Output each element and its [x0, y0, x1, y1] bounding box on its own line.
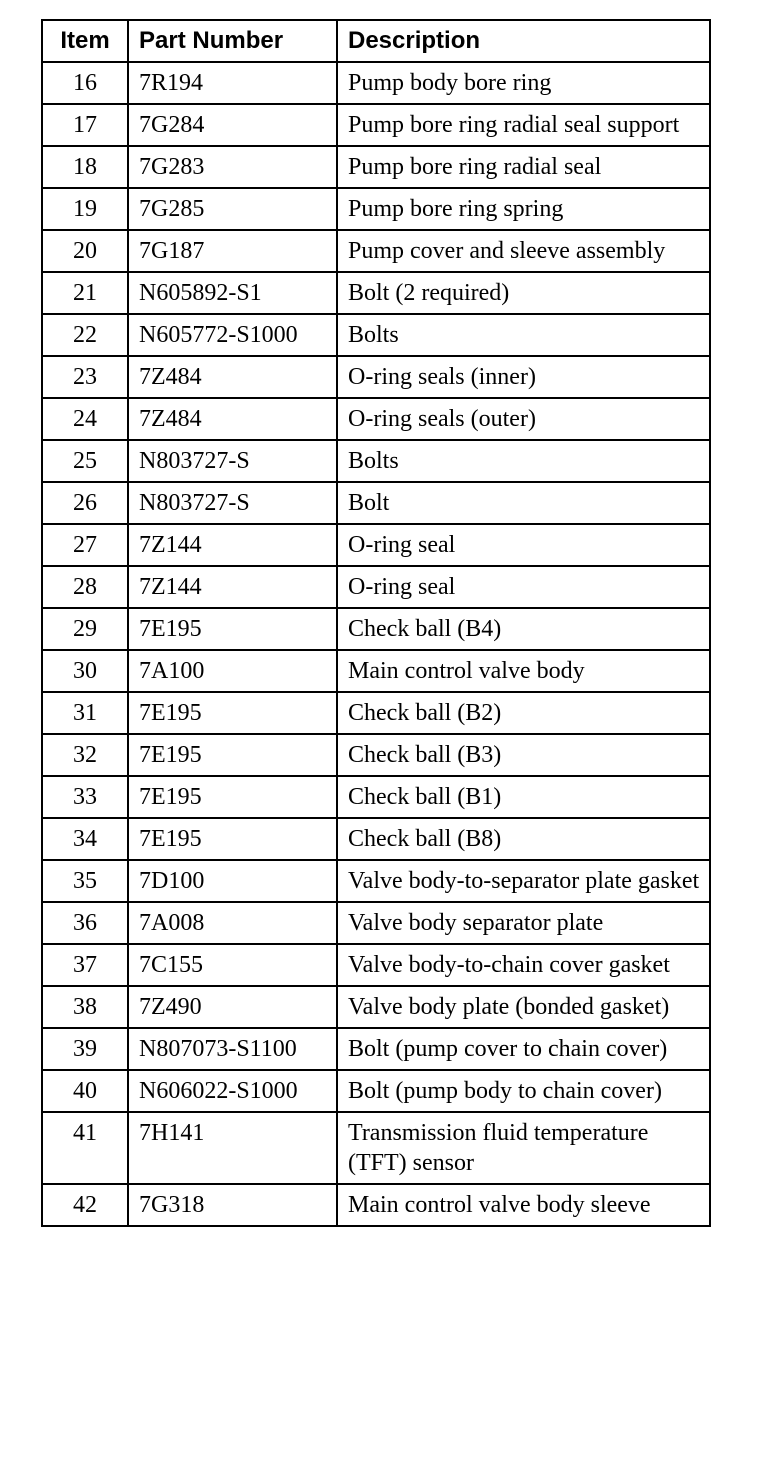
- part-description: Bolt (pump body to chain cover): [337, 1070, 710, 1112]
- part-number: 7A008: [128, 902, 337, 944]
- table-row: [42, 818, 710, 860]
- header-description: Description: [337, 20, 710, 62]
- table-row: [42, 650, 710, 692]
- part-description: O-ring seal: [337, 524, 710, 566]
- part-description: Valve body-to-separator plate gasket: [337, 860, 710, 902]
- parts-table: [41, 19, 711, 1227]
- part-number: 7E195: [128, 692, 337, 734]
- part-number: 7G285: [128, 188, 337, 230]
- item-number: 41: [42, 1112, 128, 1184]
- table-row: [42, 986, 710, 1028]
- part-description: Valve body-to-chain cover gasket: [337, 944, 710, 986]
- part-number: N605772-S1000: [128, 314, 337, 356]
- part-description: Check ball (B8): [337, 818, 710, 860]
- table-row: [42, 356, 710, 398]
- part-number: 7G187: [128, 230, 337, 272]
- part-description: O-ring seal: [337, 566, 710, 608]
- item-number: 26: [42, 482, 128, 524]
- part-number: N803727-S: [128, 440, 337, 482]
- item-number: 29: [42, 608, 128, 650]
- part-description: Bolt (2 required): [337, 272, 710, 314]
- table-body: [42, 62, 710, 1226]
- part-description: O-ring seals (inner): [337, 356, 710, 398]
- part-number: 7Z484: [128, 356, 337, 398]
- table-row: [42, 1184, 710, 1226]
- part-description: Main control valve body sleeve: [337, 1184, 710, 1226]
- part-number: N807073-S1100: [128, 1028, 337, 1070]
- part-number: 7A100: [128, 650, 337, 692]
- part-description: Main control valve body: [337, 650, 710, 692]
- part-number: 7G283: [128, 146, 337, 188]
- table-row: [42, 314, 710, 356]
- part-description: Pump bore ring radial seal support: [337, 104, 710, 146]
- item-number: 25: [42, 440, 128, 482]
- part-description: Bolts: [337, 440, 710, 482]
- item-number: 23: [42, 356, 128, 398]
- item-number: 28: [42, 566, 128, 608]
- item-number: 34: [42, 818, 128, 860]
- part-number: 7E195: [128, 818, 337, 860]
- table-row: [42, 482, 710, 524]
- part-description: Pump bore ring radial seal: [337, 146, 710, 188]
- table-row: [42, 1028, 710, 1070]
- part-description: Valve body separator plate: [337, 902, 710, 944]
- part-description: Check ball (B2): [337, 692, 710, 734]
- part-description: Bolt: [337, 482, 710, 524]
- item-number: 32: [42, 734, 128, 776]
- item-number: 27: [42, 524, 128, 566]
- part-description: O-ring seals (outer): [337, 398, 710, 440]
- table-row: [42, 692, 710, 734]
- part-number: 7E195: [128, 608, 337, 650]
- table-row: [42, 272, 710, 314]
- part-number: 7G284: [128, 104, 337, 146]
- table-row: [42, 104, 710, 146]
- table-row: [42, 1112, 710, 1184]
- table-row: [42, 944, 710, 986]
- item-number: 39: [42, 1028, 128, 1070]
- item-number: 21: [42, 272, 128, 314]
- table-row: [42, 146, 710, 188]
- part-number: 7Z144: [128, 566, 337, 608]
- item-number: 35: [42, 860, 128, 902]
- item-number: 33: [42, 776, 128, 818]
- part-number: N605892-S1: [128, 272, 337, 314]
- table-row: [42, 440, 710, 482]
- item-number: 36: [42, 902, 128, 944]
- part-number: N606022-S1000: [128, 1070, 337, 1112]
- part-number: 7E195: [128, 734, 337, 776]
- item-number: 37: [42, 944, 128, 986]
- item-number: 30: [42, 650, 128, 692]
- part-number: 7Z484: [128, 398, 337, 440]
- part-description: Bolt (pump cover to chain cover): [337, 1028, 710, 1070]
- item-number: 16: [42, 62, 128, 104]
- item-number: 24: [42, 398, 128, 440]
- part-number: 7D100: [128, 860, 337, 902]
- part-number: 7H141: [128, 1112, 337, 1184]
- part-description: Bolts: [337, 314, 710, 356]
- part-number: N803727-S: [128, 482, 337, 524]
- table-row: [42, 608, 710, 650]
- item-number: 19: [42, 188, 128, 230]
- table-row: [42, 860, 710, 902]
- table-row: [42, 902, 710, 944]
- part-description: Check ball (B3): [337, 734, 710, 776]
- header-item: Item: [42, 20, 128, 62]
- table-row: [42, 734, 710, 776]
- table-row: [42, 398, 710, 440]
- table-row: [42, 524, 710, 566]
- item-number: 18: [42, 146, 128, 188]
- part-description: Valve body plate (bonded gasket): [337, 986, 710, 1028]
- header-part-number: Part Number: [128, 20, 337, 62]
- header-row: [42, 20, 710, 62]
- item-number: 22: [42, 314, 128, 356]
- table-row: [42, 62, 710, 104]
- table-row: [42, 230, 710, 272]
- part-description: Transmission fluid temperature (TFT) sensor: [337, 1112, 710, 1184]
- part-number: 7C155: [128, 944, 337, 986]
- part-number: 7G318: [128, 1184, 337, 1226]
- item-number: 40: [42, 1070, 128, 1112]
- part-number: 7Z144: [128, 524, 337, 566]
- item-number: 42: [42, 1184, 128, 1226]
- part-description: Pump body bore ring: [337, 62, 710, 104]
- item-number: 31: [42, 692, 128, 734]
- item-number: 38: [42, 986, 128, 1028]
- table-row: [42, 566, 710, 608]
- item-number: 17: [42, 104, 128, 146]
- table-row: [42, 188, 710, 230]
- part-number: 7E195: [128, 776, 337, 818]
- part-description: Pump bore ring spring: [337, 188, 710, 230]
- table-row: [42, 1070, 710, 1112]
- table-row: [42, 776, 710, 818]
- part-number: 7Z490: [128, 986, 337, 1028]
- part-description: Pump cover and sleeve assembly: [337, 230, 710, 272]
- item-number: 20: [42, 230, 128, 272]
- part-description: Check ball (B1): [337, 776, 710, 818]
- part-number: 7R194: [128, 62, 337, 104]
- part-description: Check ball (B4): [337, 608, 710, 650]
